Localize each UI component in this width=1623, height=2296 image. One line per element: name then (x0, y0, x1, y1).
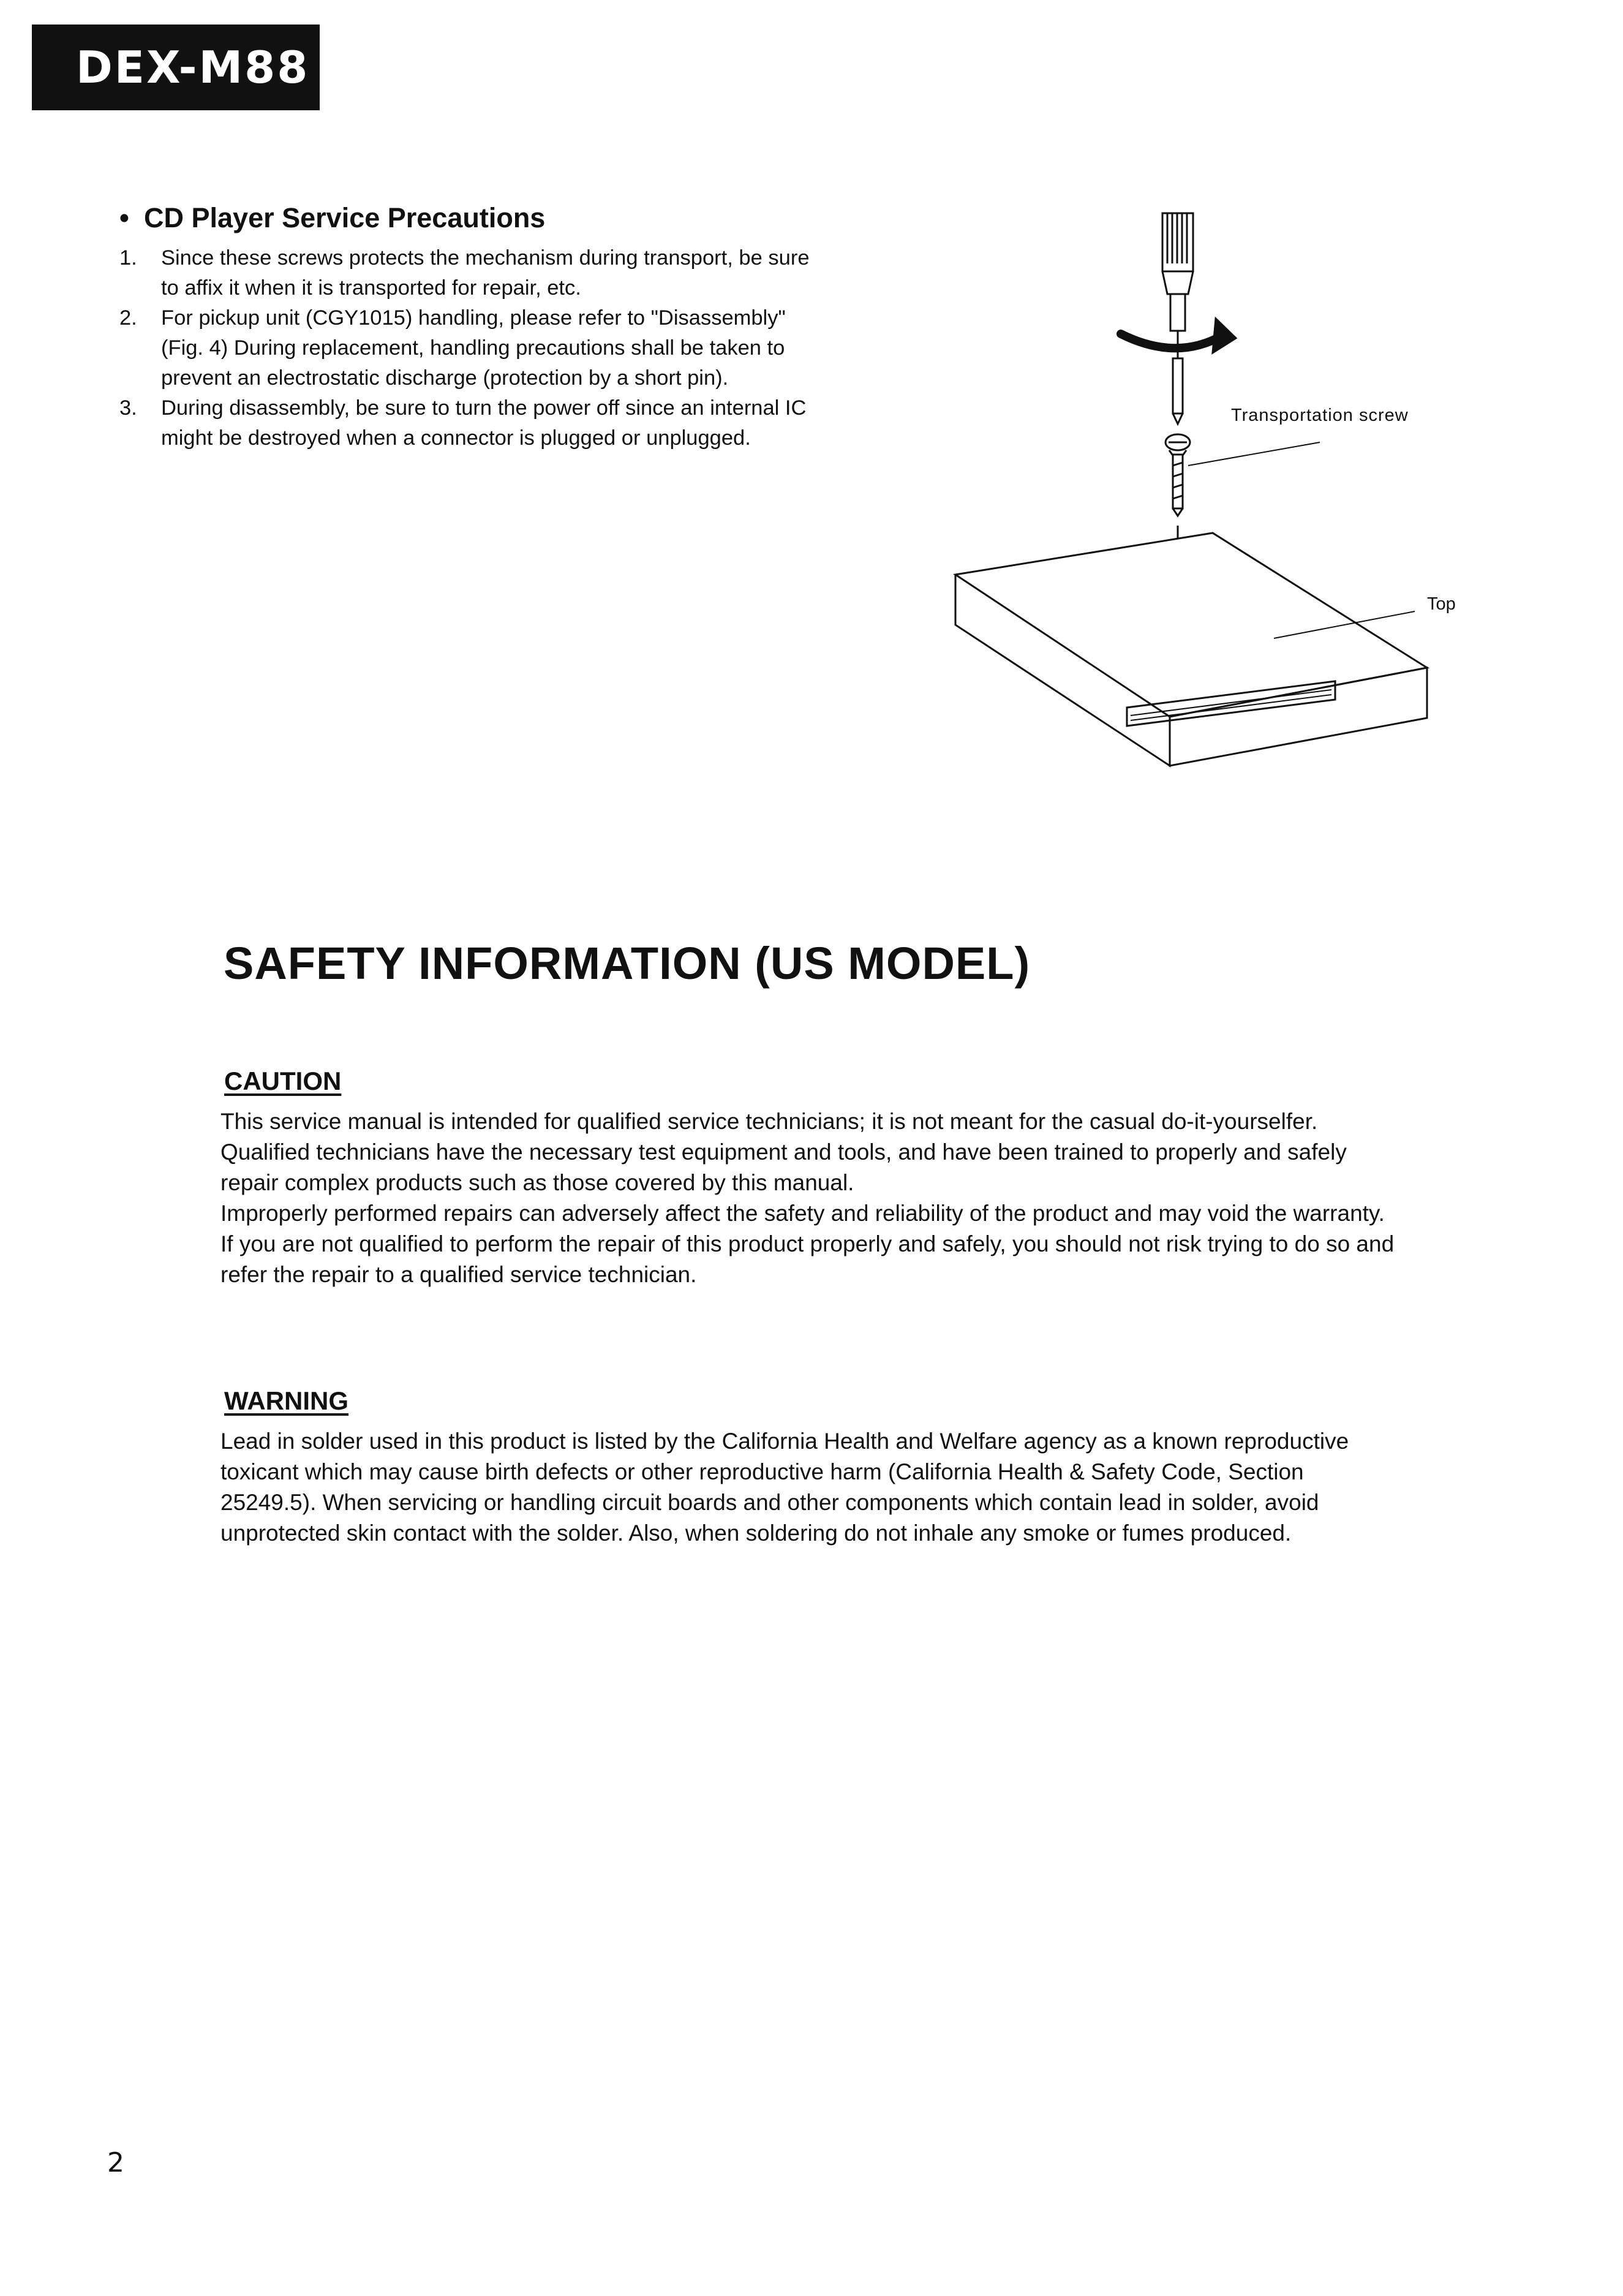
item-text: Since these screws protects the mechanism during transport, be sure to affix it when it is transported for repair, etc. (161, 246, 810, 300)
safety-title: SAFETY INFORMATION (US MODEL) (224, 938, 1031, 989)
top-label: Top (1427, 594, 1456, 614)
precaution-list (119, 243, 818, 453)
item-text: For pickup unit (CGY1015) handling, please refer to "Disassembly" (Fig. 4) During replacement, handling precautions shall be taken to prevent an electrostatic discharge (protection by a short pin). (161, 306, 786, 390)
screwdriver-icon (1162, 213, 1193, 424)
caution-section (220, 1065, 1403, 1290)
transport-screw-figure (943, 202, 1482, 790)
warning-paragraph: Lead in solder used in this product is listed by the California Health and Welfare agency as a known reproductive toxicant which may cause birth defects or other reproductive harm (California Health & Safety Code, Section 25249.5). When servicing or handling circuit boards and other components which contain lead in solder, avoid unprotected skin contact with the solder. Also, when soldering do not inhale any smoke or fumes produced. (220, 1429, 1349, 1546)
item-number: 3. (119, 396, 137, 420)
item-number: 1. (119, 246, 137, 270)
transport-screw-illustration (943, 202, 1482, 790)
precautions-heading-text: CD Player Service Precautions (144, 202, 546, 233)
warning-body (220, 1426, 1403, 1549)
warning-section (220, 1384, 1403, 1549)
bullet-icon: • (119, 202, 129, 233)
warning-heading: WARNING (224, 1386, 348, 1415)
model-badge (32, 25, 320, 110)
caution-paragraph: This service manual is intended for qualified service technicians; it is not meant for the casual do-it-yourselfer. Qualified technicians have the necessary test equipment and tools, and have been trained to properly and safely repair complex products such as those covered by this manual. (220, 1109, 1347, 1195)
precaution-item (119, 303, 818, 393)
caution-heading: CAUTION (224, 1067, 342, 1095)
precaution-item (119, 393, 818, 453)
caution-body (220, 1106, 1403, 1290)
precaution-item (119, 243, 818, 303)
screw-leader-line (1188, 442, 1320, 466)
transportation-screw-label: Transportation screw (1231, 406, 1409, 425)
cd-mechanism-icon (955, 533, 1427, 766)
model-name: DEX-M88 (76, 42, 310, 93)
caution-paragraph: Improperly performed repairs can adversely affect the safety and reliability of the product and may void the warranty. If you are not qualified to perform the repair of this product properly and safely, you should not risk trying to do so and refer the repair to a qualified service technician. (220, 1201, 1395, 1287)
item-number: 2. (119, 306, 137, 330)
precautions-heading (119, 199, 818, 237)
service-precautions (119, 199, 818, 453)
transport-screw-icon (1165, 434, 1190, 516)
item-text: During disassembly, be sure to turn the power off since an internal IC might be destroyed when a connector is plugged or unplugged. (161, 396, 807, 450)
page-number: 2 (107, 2147, 124, 2178)
